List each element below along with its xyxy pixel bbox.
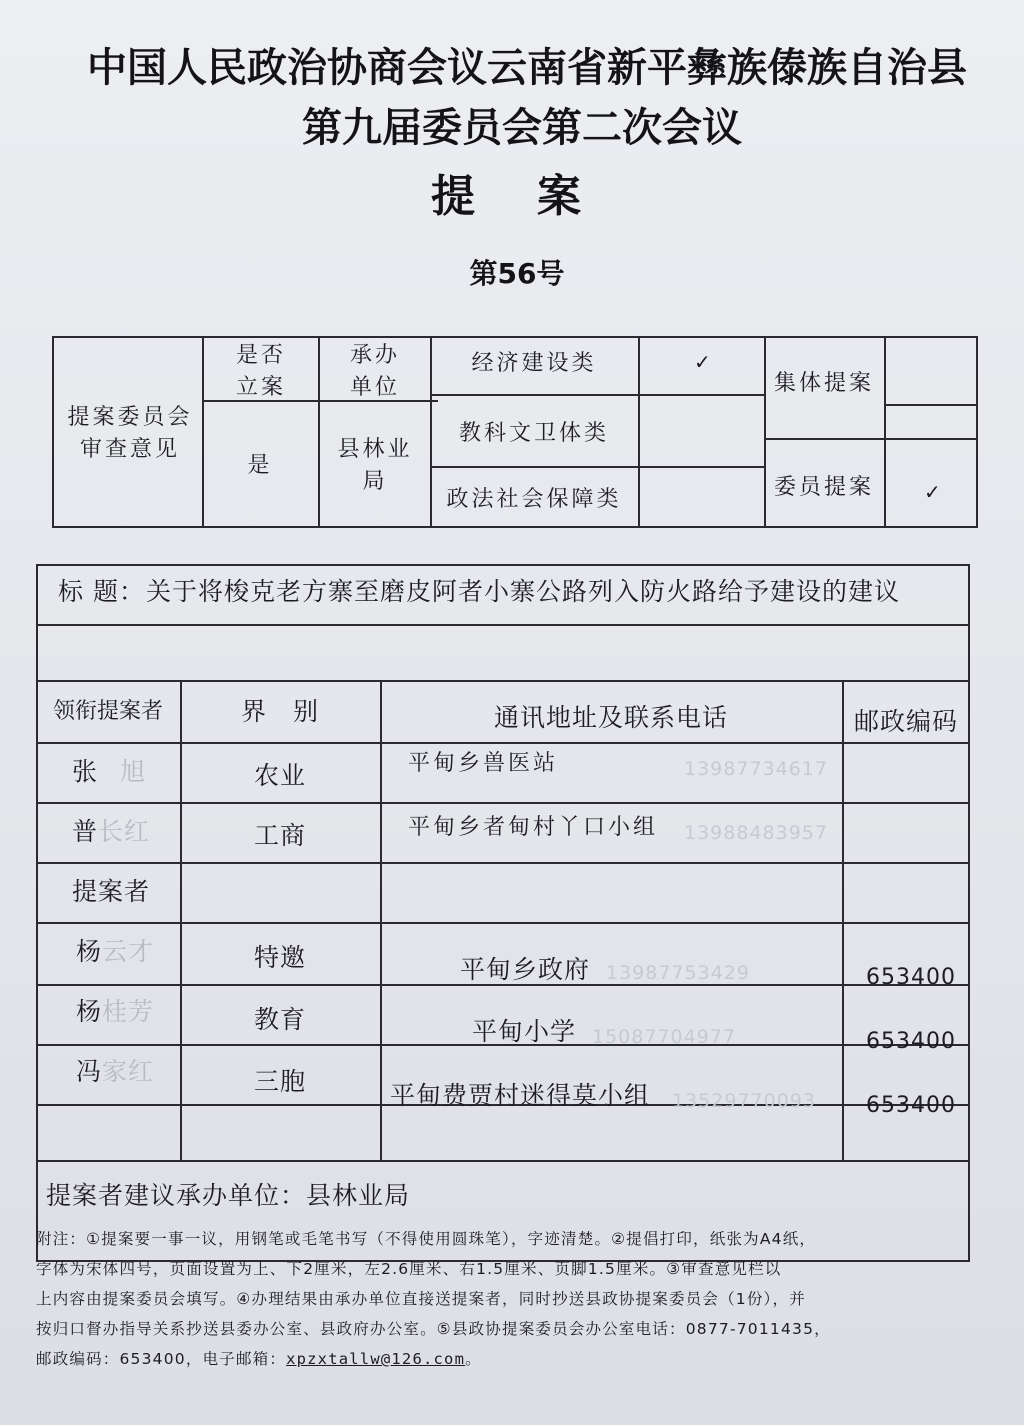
header-address: 通讯地址及联系电话 xyxy=(493,703,728,732)
proposal-number: 第56号 xyxy=(469,257,565,290)
co-name: 冯家红 xyxy=(76,1057,155,1086)
note-line-3: 上内容由提案委员会填写。④办理结果由承办单位直接送提案者，同时抄送县政协提案委员会（1份），并 xyxy=(36,1290,806,1308)
checkmark-icon: ✓ xyxy=(694,350,711,374)
type-member: 委员提案 xyxy=(773,475,874,500)
co-address: 平甸费贾村迷得莫小组 xyxy=(390,1081,651,1110)
title-label: 标 题： xyxy=(58,577,145,606)
type-collective: 集体提案 xyxy=(773,371,874,396)
proposal-table xyxy=(36,564,970,1262)
co-phone: 13529770093 xyxy=(672,1090,816,1112)
note-line-5: 邮政编码：653400，电子邮箱：xpzxtallw@126.com。 xyxy=(36,1350,482,1368)
header-sector: 界 别 xyxy=(240,697,319,726)
category-legal: 政法社会保障类 xyxy=(446,487,622,512)
note-line-2: 字体为宋体四号，页面设置为上、下2厘米，左2.6厘米、右1.5厘米、页脚1.5厘米。③审查意见栏以 xyxy=(36,1260,782,1278)
note-line-1: 附注：①提案要一事一议，用钢笔或毛笔书写（不得使用圆珠笔），字迹清楚。②提倡打印，纸张为A4纸， xyxy=(36,1230,817,1248)
note-line-4: 按归口督办指导关系抄送县委办公室、县政府办公室。⑤县政协提案委员会办公室电话：0877-7011435， xyxy=(36,1320,831,1338)
email-link[interactable]: xpzxtallw@126.com xyxy=(286,1350,466,1368)
co-name: 杨桂芳 xyxy=(76,997,155,1026)
unit-header: 承办单位 xyxy=(349,343,400,400)
header-line-1: 中国人民政治协商会议云南省新平彝族傣族自治县 xyxy=(87,45,967,91)
lead-phone: 13987734617 xyxy=(684,758,828,780)
lead-name: 张 旭 xyxy=(72,757,147,786)
category-education: 教科文卫体类 xyxy=(458,421,609,446)
accept-value: 是 xyxy=(247,453,273,478)
lead-sector: 农业 xyxy=(253,761,306,790)
co-sector: 教育 xyxy=(253,1005,306,1034)
lead-address: 平甸乡兽医站 xyxy=(408,751,559,776)
committee-label: 提案委员会审查意见 xyxy=(67,405,193,462)
lead-address: 平甸乡者甸村丫口小组 xyxy=(408,815,659,840)
lead-sector: 工商 xyxy=(253,821,306,850)
unit-value: 县林业局 xyxy=(337,437,413,494)
proposal-title: 关于将梭克老方寨至磨皮阿者小寨公路列入防火路给予建设的建议 xyxy=(146,577,901,606)
header-zip: 邮政编码 xyxy=(853,707,958,736)
header-title: 提案 xyxy=(431,171,643,222)
co-proposer-label: 提案者 xyxy=(72,877,151,906)
header-line-2: 第九届委员会第二次会议 xyxy=(302,105,742,151)
co-zip: 653400 xyxy=(866,1093,956,1118)
co-sector: 三胞 xyxy=(253,1067,306,1096)
co-phone: 13987753429 xyxy=(606,962,750,984)
lead-phone: 13988483957 xyxy=(684,822,828,844)
co-address: 平甸小学 xyxy=(472,1017,577,1046)
lead-name: 普长红 xyxy=(72,817,151,846)
co-zip: 653400 xyxy=(866,965,956,990)
suggested-unit: 提案者建议承办单位：县林业局 xyxy=(46,1181,411,1210)
co-address: 平甸乡政府 xyxy=(460,955,591,984)
co-sector: 特邀 xyxy=(253,943,306,972)
co-name: 杨云才 xyxy=(76,937,155,966)
category-economic: 经济建设类 xyxy=(471,351,597,376)
header-lead: 领衔提案者 xyxy=(52,699,163,724)
checkmark-icon: ✓ xyxy=(924,480,941,504)
co-phone: 15087704977 xyxy=(592,1026,736,1048)
co-zip: 653400 xyxy=(866,1029,956,1054)
accept-header: 是否立案 xyxy=(235,343,286,400)
